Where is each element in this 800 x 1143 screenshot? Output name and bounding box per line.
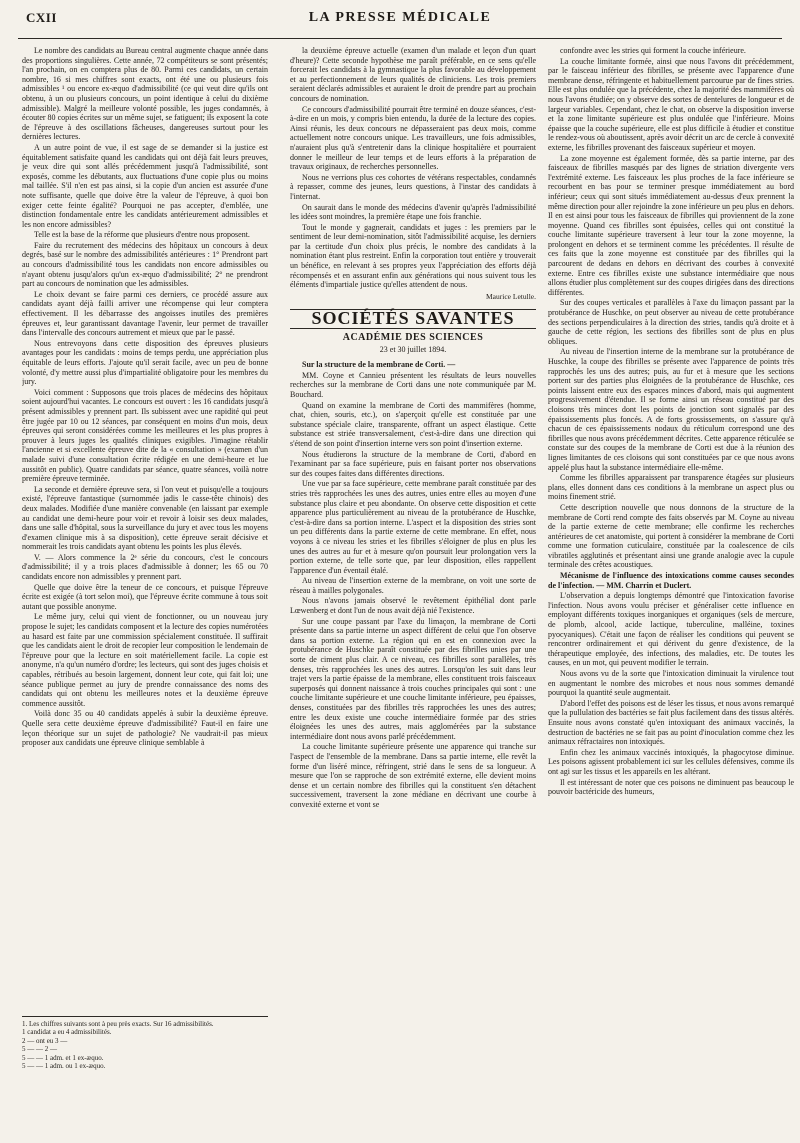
paragraph: Voilà donc 35 ou 40 candidats appelés à subir la deuxième épreuve. Quelle sera cette deuxième épreuve d'admissibilité? Faut-il en faire une leçon théorique sur un sujet de pathologie? Ne vaudrait-il pas mieux proposer aux candidats une épreuve clinique semblable à bbox=[22, 709, 268, 748]
meeting-date: 23 et 30 juillet 1894. bbox=[379, 344, 447, 354]
footnote-row: 5 — — 2 — bbox=[22, 1045, 57, 1054]
paragraph: V. — Alors commence la 2ᵉ série du concours, c'est le concours d'admissibilité; il y a trois places d'admissible à donner; les 65 ou 70 candidats encore non admissibles y prennent part. bbox=[22, 552, 268, 582]
footnote-row: 5 — — 1 adm. et 1 ex-æquo. bbox=[22, 1053, 104, 1062]
paragraph: Comme les fibrilles apparaissent par transparence étagées sur plusieurs plans, elles donnent dans ces conditions à la membrane un aspect plus ou moins finement strié. bbox=[548, 473, 794, 502]
paragraph: MM. Coyne et Cannieu présentent les résultats de leurs nouvelles recherches sur la membrane de Corti dans une note communiquée par M. Bouchard. bbox=[290, 370, 536, 399]
paragraph: Faire du recrutement des médecins des hôpitaux un concours à deux degrés, basé sur le nombre des admissibilités antérieures : 1° Prendront part au concours d'admissibilité tous les candidats non encore admissibles ou n'ayant obtenu jusqu'alors qu'un ex-æquo d'admissibilité; 2° ne prendront part au concours de nomination que les admissibles. bbox=[22, 240, 268, 289]
paragraph: Nous ne verrions plus ces cohortes de vétérans respectables, condamnés à repasser, comme des jeunes, leurs questions, à l'instar des candidats à l'internat. bbox=[290, 172, 536, 201]
paragraph: Tout le monde y gagnerait, candidats et juges : les premiers par le sentiment de leur demi-nomination, sitôt l'admissibilité acquise, les derniers par la certitude d'un choix plus précis, le nombre des candidats à la nomination étant plus restreint. Enfin la corporation tout entière y trouverait un bénéfice, en relevant à ses propres yeux l'appréciation des efforts déjà récompensés et en assurant enfin aux générations qui nous suivent tous les éléments d'impartiale justice qu'elles attendent de nous. bbox=[290, 222, 536, 290]
paragraph: Il est intéressant de noter que ces poisons ne diminuent pas beaucoup le pouvoir bactéricide des humeurs, bbox=[548, 777, 794, 797]
paragraph: Le choix devant se faire parmi ces derniers, ce procédé assure aux candidats ayant déjà failli arriver une récompense qui leur comptera effectivement. Il les débarrasse des angoisses inutiles des premières épreuves et, leur garantissant davantage l'avenir, leur permet de travailler dans l'intervalle des concours autrement et mieux que par le passé. bbox=[22, 289, 268, 338]
paragraph: Telle est la base de la réforme que plusieurs d'entre nous proposent. bbox=[34, 230, 250, 240]
paragraph: Cette description nouvelle que nous donnons de la structure de la membrane de Corti rend compte des faits observés par M. Coyne au niveau de la partie externe de cette membrane; elle confirme les recherches antérieures de cet anatomiste, qui portent à considérer la membrane de Corti comme une formation cuticulaire, constituée par la coalescence de cils vibratiles agglutinés et présentant ainsi une grande analogie avec la cupule terminale des crêtes acoustiques. bbox=[548, 502, 794, 570]
paragraph: Au niveau de l'insertion externe de la membrane, on voit une sorte de réseau à mailles polygonales. bbox=[290, 576, 536, 595]
article-heading: Mécanisme de l'influence des intoxications comme causes secondes de l'infection. — MM. Charrin et Duclert. bbox=[548, 571, 794, 590]
paragraph: Une vue par sa face supérieure, cette membrane paraît constituée par des stries très rapprochées les unes des autres, unies entre elles au moyen d'une substance plus claire et peu abondante. On observe cette disposition et cette apparence plus particulièrement au niveau de la protubérance de Huschke, c'est-à-dire dans sa portion interne. L'aspect et la disposition des stries sont un peu différents dans la partie externe de cette membrane. En effet, nous voyons à ce niveau les stries et les fibrilles s'éloigner de plus en plus les unes des autres au fur et à mesure qu'on poursuit leur prolongation vers la portion externe, de telle sorte que, par leur disposition, elles rappellent l'apparence d'un éventail étalé. bbox=[290, 479, 536, 575]
paragraph: La seconde et dernière épreuve sera, si l'on veut et puisqu'elle a toujours existé, l'épreuve fantastique (surnommée jadis le casse-tête chinois) des deux malades. Modifiée d'une manière convenable (en laissant par exemple au candidat une demi-heure pour voir et revoir à loisir ses deux malades, dans une salle d'hôpital, sous la surveillance du jury et avec tous les moyens d'examen clinique mis à sa disposition), cette épreuve serait décisive et nommerait les trois candidats ayant obtenu les points les plus élevés. bbox=[22, 484, 268, 552]
footnote bbox=[22, 1016, 268, 1070]
footnote-row: 5 — — 1 adm. ou 1 ex-æquo. bbox=[22, 1062, 106, 1071]
paragraph: Nous entrevoyons dans cette disposition des épreuves plusieurs avantages pour les candidats : moins de temps perdu, une appréciation plus équitable de leurs efforts. J'ajoute qu'il serait facile, avec un peu de bonne volonté, d'y mettre aussi plus d'impartialité obligatoire pour les membres du jury. bbox=[22, 338, 268, 387]
article-heading: Sur la structure de la membrane de Corti. — bbox=[302, 360, 456, 370]
footnote-row: 1 candidat a eu 4 admissibilités. bbox=[22, 1028, 112, 1037]
paragraph: Sur une coupe passant par l'axe du limaçon, la membrane de Corti présente dans sa partie interne un aspect différent de celui que l'on observe dans sa portion externe. La région qui en est en connexion avec la protubérance de Huschke paraît constituée par des fibrilles unies par une sorte de ciment plus clair. A ce niveau, ces fibrilles sont parallèles, très denses, très rapprochées les unes des autres. Lorsqu'on les suit dans leur trajet vers la partie épaisse de la membrane, elles constituent trois faisceaux superposés qui donnent naissance à trois couches principales qui sont : une couche limitante supérieure et une couche limitante inférieure, peu épaisses, denses, constituées par des fibrilles très rapprochées les unes des autres; entre les deux existe une couche intermédiaire formée par des stries éloignées les unes des autres, mais agglomérées par la substance intermédiaire dont nous avons parlé précédemment. bbox=[290, 616, 536, 741]
paragraph: La zone moyenne est également formée, dès sa partie interne, par des faisceaux de fibrilles masqués par des lignes de striation divergente vers l'extrémité externe. Les faisceaux les plus proches de la face inférieure se recourbent en bas pour se terminer presque immédiatement au bord inférieur; ceux qui sont situés immédiatement au-dessus d'eux prennent la même direction pour aller rejoindre la zone inférieure un peu plus en dehors. Il en est ainsi pour tous les faisceaux de fibrilles qui proviennent de la zone moyenne. Quand ces fibrilles sont épuisées, celles qui ont constitué la couche limitante supérieure traversent à leur tour la zone moyenne, la prolongent en dehors et se terminent comme les précédentes. Il résulte de ces faits que la zone moyenne est constituée par des fibrilles qui la parcourent de dedans en dehors en décrivant des courbes à convexité externe. Entre ces fibrilles existe une substance intermédiaire que nous allons étudier plus complètement sur des coupes dirigées dans des directions différentes. bbox=[548, 153, 794, 297]
section-title: SOCIÉTÉS SAVANTES bbox=[290, 309, 536, 329]
paragraph: Enfin chez les animaux vaccinés intoxiqués, la phagocytose diminue. Les poisons agissent probablement ici sur les cellules défensives, comme ils ont agi sur les tissus et les appareils en les altérant. bbox=[548, 747, 794, 776]
paragraph: Le même jury, celui qui vient de fonctionner, ou un nouveau jury propose le sujet; les candidats composent et la lecture des copies numérotées au hasard est faite par une commission spécialement constituée. Il suffirait que les candidats aient le droit de recopier leur composition le lendemain de l'épreuve pour que la lecture en soit matériellement facile. La copie est anonyme, n'a qu'un numéro d'ordre; les lecteurs, qui sont des juges choisis et capables, rétribués au besoin largement, donnent leur cote, qui fait loi; une séance publique permet au jury de prendre connaissance des noms des candidats qui ont obtenu les meilleures notes et la deuxième épreuve commence aussitôt. bbox=[22, 612, 268, 708]
paragraph: L'observation a depuis longtemps démontré que l'intoxication favorise l'infection. Nous avons voulu préciser et généraliser cette influence en employant différents toxiques inorganiques et organiques (sels de mercure, de plomb, alcool, acide lactique, tuberculine, malléine, toxines pyocyaniques). C'était une façon de réaliser les conditions qui peuvent se rencontrer ordinairement et qui dérivent du genre d'existence, de la thérapeutique employée, des infections, des maladies, etc. De toutes les causes, en un mot, qui peuvent modifier le terrain. bbox=[548, 591, 794, 668]
paragraph: La couche limitante supérieure présente une apparence qui tranche sur l'aspect de l'ensemble de la membrane. Dans sa partie interne, elle revêt la forme d'un liséré mince, réfringent, strié dans le sens de sa longueur. A mesure que l'on se rapproche de son extrémité externe, elle devient moins dense et un certain nombre des fibrilles qui la constituent s'en détachent successivement, traversent la zone médiane en décrivant une courbe à convexité externe et vont se bbox=[290, 742, 536, 809]
paragraph: Voici comment : Supposons que trois places de médecins des hôpitaux soient aujourd'hui vacantes. Le concours est ouvert : les 16 candidats jusqu'à présent admissibles y prennent part. Ils subissent avec une rapidité qui peut être jugée par 10 ou 12 séances, par conséquent en moins d'un mois, deux épreuves qui seront considérées comme les meilleures et les plus propres à prouver à leurs juges les qualités cliniques exigibles. J'imagine rétablir l'ancienne et si excellente épreuve dite de la « consultation » (examen d'un malade suivi d'une consultation écrite rédigée en une demi-heure et lue aussitôt en public). Quatre candidats par séance, quatre séances, voilà notre première épreuve terminée. bbox=[22, 387, 268, 484]
paragraph: Quelle que doive être la teneur de ce concours, et puisque l'épreuve écrite est exigée (à tort selon moi), que l'épreuve écrite commune à tous soit autant que possible anonyme. bbox=[22, 582, 268, 611]
left-column bbox=[22, 46, 268, 1118]
footnote-row: 2 — ont eu 3 — bbox=[22, 1036, 68, 1045]
paragraph: On saurait dans le monde des médecins d'avenir qu'après l'admissibilité les idées sont moindres, la première étape une fois franchie. bbox=[290, 202, 536, 222]
page-header bbox=[18, 8, 782, 39]
paragraph: Au niveau de l'insertion interne de la membrane sur la protubérance de Huschke, la coupe des fibrilles se présente avec l'apparence de points très rapprochés les uns des autres; puis, au fur et à mesure que les sections portent sur des parties plus éloignées de la protubérance de Huschke, ces points laissent entre eux des espaces minces d'abord, mais qui augmentent progressivement d'étendue. Il se forme ainsi un réseau constitué par des cloisons très minces dont les points de jonction sont signalés par des épaississements plus foncés. A de forts grossissements, on s'assure qu'à chacun de ces épaississements nodaux du réticulum correspond une des fibrilles que nous avons précédemment décrites. Cette apparence réticulée se constate sur des coupes de la membrane de Corti est due à la réunion des lignes limitantes de ces cloisons qui sont constituées par ce que nous avons appelé plus haut la substance intermédiaire elle-même. bbox=[548, 347, 794, 472]
paragraph: la deuxième épreuve actuelle (examen d'un malade et leçon d'un quart d'heure)? Cette seconde hypothèse me paraît préférable, en ce sens qu'elle forcerait les candidats à la gymnastique la plus favorable au développement et au perfectionnement de leurs qualités de cliniciens. Les trois premiers seraient déclarés admissibles et auraient le droit de prendre part au prochain concours de nomination. bbox=[290, 46, 536, 103]
right-column bbox=[548, 46, 794, 1118]
paragraph: confondre avec les stries qui forment la couche inférieure. bbox=[560, 46, 746, 55]
paragraph: Nous avons vu de la sorte que l'intoxication diminuait la virulence tout en augmentant le nombre des microbes et nous nous sommes demandé pourquoi la quantité seule augmentait. bbox=[548, 669, 794, 698]
paragraph: Sur des coupes verticales et parallèles à l'axe du limaçon passant par la protubérance de Huschke, on peut observer au niveau de cette protubérance des sections perpendiculaires à la direction des stries, tandis qu'à droite et à gauche de cette région, les sections des fibrilles sont de plus en plus obliques. bbox=[548, 298, 794, 346]
paragraph: D'abord l'effet des poisons est de léser les tissus, et nous avons remarqué que la pullulation des bactéries se fait plus facilement dans des tissus altérés. Ensuite nous avons constaté qu'en intoxiquant des animaux vaccinés, la destruction de bactéries ne se fait pas au point d'inoculation comme chez les animaux réfractaires non intoxiqués. bbox=[548, 698, 794, 747]
author-signature: Maurice Letulle. bbox=[486, 291, 536, 301]
paragraph: A un autre point de vue, il est sage de se demander si la justice est équitablement satisfaite quand les candidats qui ont déjà fait leurs preuves, je veux dire qui sont allés précédemment jusqu'à l'admissibilité, sont exposés, comme les débutants, aux fluctuations d'une copie plus ou moins mal taillée. S'il n'en est pas ainsi, si la copie d'un ancien est assurée d'une note suffisante, quelle que doive être la valeur de l'épreuve, à quoi bon exiger cette feinte égalité? Pourquoi ne pas accepter, d'emblée, une distinction fondamentale entre les candidats antérieurement admissibles et les non encore admissibles? bbox=[22, 142, 268, 229]
paragraph: La couche limitante formée, ainsi que nous l'avons dit précédemment, par le faisceau inférieur des fibrilles, se présente avec l'apparence d'une membrane dense, réfringente et habituellement parcourue par de fines stries. Elle est plus ondulée que la précédente, chez la majorité des mammifères où nous l'avons étudiée; on y observe des sortes de dentelures de longueur et de largeur variables. Cependant, chez le chat, on observe la disposition inverse et la zone limitante supérieure est plus ondulée que l'inférieure. Moins épaisse que la couche supérieure, elle est plus difficile à étudier et constitue le rendez-vous où aboutissent, après avoir décrit un arc de cercle à convexité externe, les fibrilles provenant des faisceaux supérieur et moyen. bbox=[548, 56, 794, 152]
paragraph: Nous étudierons la structure de la membrane de Corti, d'abord en l'examinant par sa face supérieure, puis en faisant porter nos observations sur des coupes faites dans différentes directions. bbox=[290, 449, 536, 478]
page-number: CXII bbox=[26, 10, 57, 25]
paragraph: Ce concours d'admissibilité pourrait être terminé en douze séances, c'est-à-dire en un mois, y compris bien entendu, la durée de la lecture des copies. Ainsi réunis, les deux concours ne dépasseraient pas deux mois, comme actuellement notre concours unique. Les travailleurs, une fois admissibles, n'auraient plus qu'à s'entretenir dans la clinique hospitalière et pourraient donner le meilleur de leur temps et de leurs efforts à la préparation de travaux originaux, de recherches personnelles. bbox=[290, 104, 536, 172]
paragraph: Nous n'avons jamais observé le revêtement épithélial dont parle Lœwenberg et dont l'un de nous avait déjà nié l'existence. bbox=[290, 596, 536, 616]
middle-column bbox=[290, 46, 536, 1118]
paragraph: Le nombre des candidats au Bureau central augmente chaque année dans des proportions singulières. Cette année, 72 compétiteurs se sont présentés; l'an prochain, on en comptera plus de 80. Parmi ces candidats, un certain nombre, 16 si mes chiffres sont exacts, ont été une ou plusieurs fois admissibles ¹ ou encore ex-æquo d'admissibilité (ce qui veut dire qu'ils ont obtenu, à un ou plusieurs concours, un point identique à celui du dixième admissible). Malgré la meilleure volonté possible, les juges condamnés, à écouter 80 copies écrites sur un même sujet, se fatiguent; ils exposent la cote de l'épreuve à des oscillations fâcheuses, dangereuses surtout pour les dernières lectures. bbox=[22, 46, 268, 142]
journal-title: LA PRESSE MÉDICALE bbox=[308, 10, 492, 25]
academy-title: ACADÉMIE DES SCIENCES bbox=[342, 332, 484, 344]
section-heading-box bbox=[290, 309, 536, 354]
paragraph: Quand on examine la membrane de Corti des mammifères (homme, chat, chien, souris, etc.), on s'aperçoit qu'elle est constituée par une substance spéciale claire, transparente, offrant un aspect élastique. Cette substance est striée transversalement, c'est-à-dire dans une direction qui s'étend de son point d'insertion interne vers son point d'insertion externe. bbox=[290, 400, 536, 448]
footnote-intro: 1. Les chiffres suivants sont à peu près exacts. Sur 16 admissibilités. bbox=[22, 1020, 214, 1028]
